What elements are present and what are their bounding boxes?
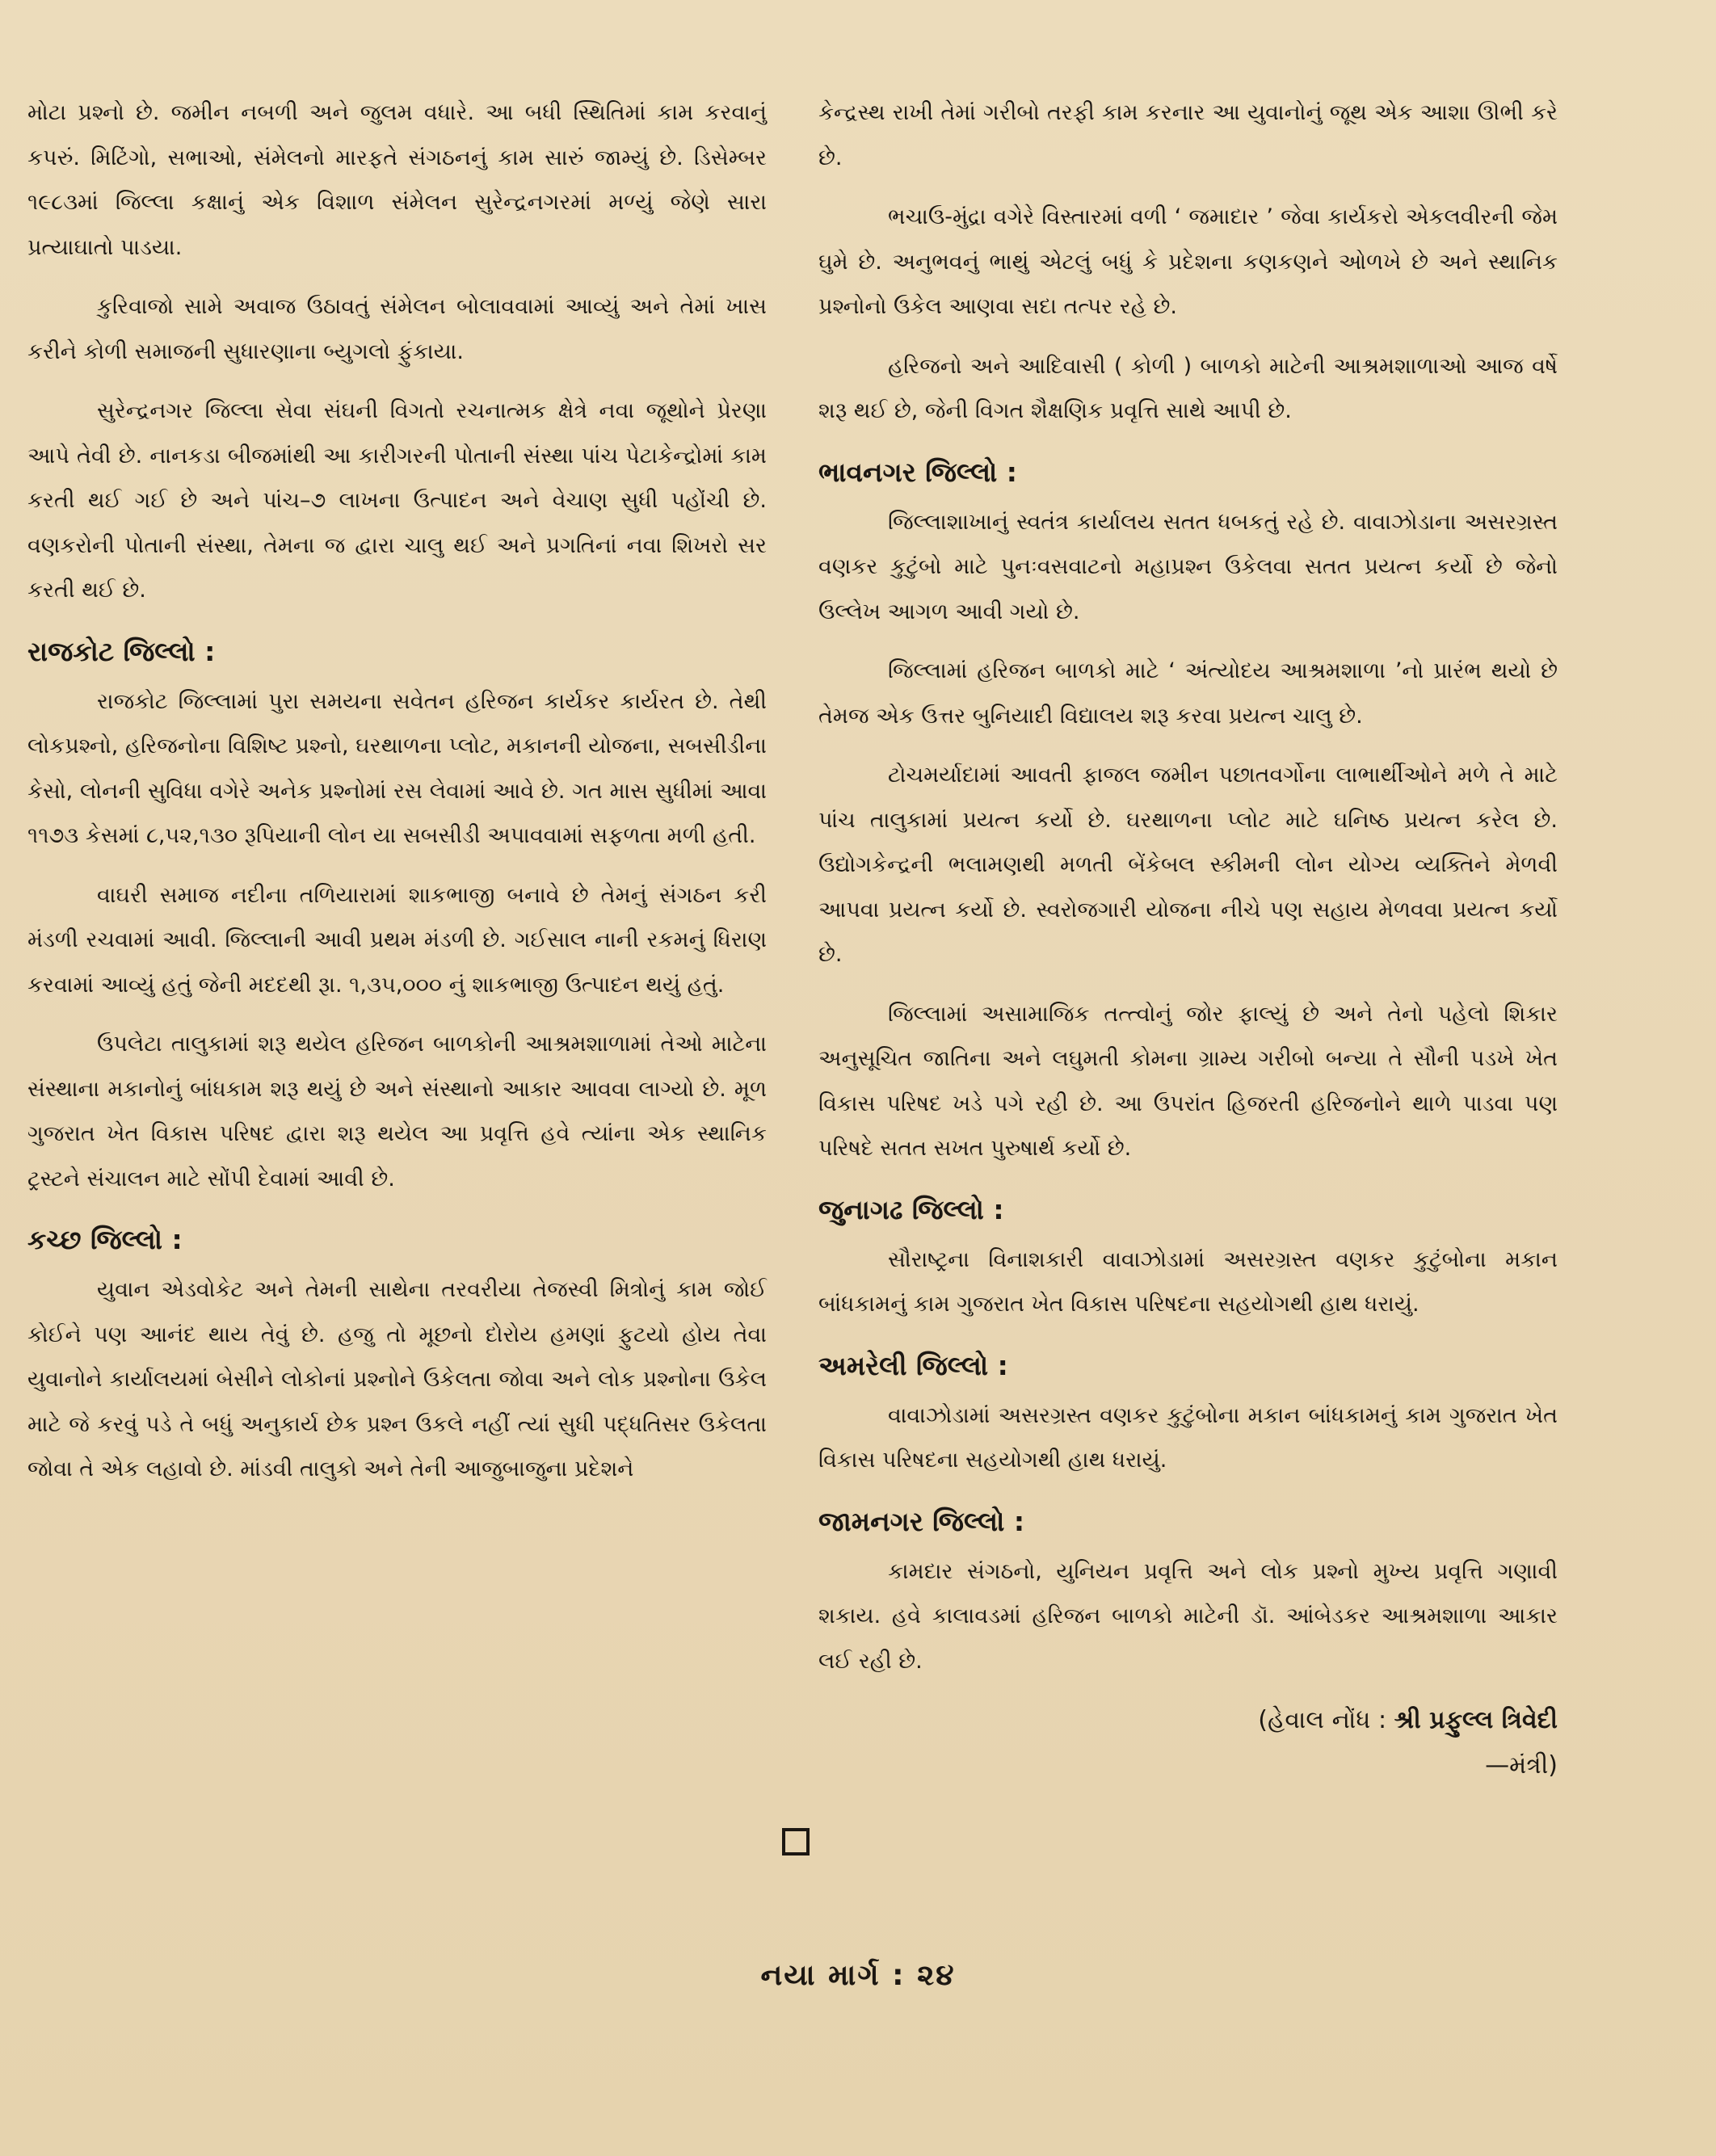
paragraph: ટોચમર્યાદામાં આવતી ફાજલ જમીન પછાતવર્ગોના લાભાર્થીઓને મળે તે માટે પાંચ તાલુકામાં પ્રયત્ન કર્યો છે. ઘરથાળના પ્લોટ માટે ઘનિષ્ઠ પ્રયત્ન કરેલ છે. ઉદ્યોગકેન્દ્રની ભલામણથી મળતી બેંકેબલ સ્કીમની લોન યોગ્ય વ્યક્તિને મેળવી આપવા પ્રયત્ન કર્યો છે. સ્વરોજગારી યોજના નીચે પણ સહાય મેળવવા પ્રયત્ન કર્યો છે. — [818, 763, 1558, 967]
page-footer: નયા માર્ગ : ૨૪ — [760, 1959, 956, 1992]
section-heading-kutch: કચ્છ જિલ્લો : — [27, 1224, 183, 1255]
paragraph: સૌરાષ્ટ્રના વિનાશકારી વાવાઝોડામાં અસરગ્રસ્ત વણકર કુટુંબોના મકાન બાંધકામનું કામ ગુજરાત ખેત વિકાસ પરિષદના સહયોગથી હાથ ધરાયું. — [818, 1246, 1558, 1317]
paragraph: ઉપલેટા તાલુકામાં શરૂ થયેલ હરિજન બાળકોની આશ્રમશાળામાં તેઓ માટેના સંસ્થાના મકાનોનું બાંધકામ શરૂ થયું છે અને સંસ્થાનો આકાર આવવા લાગ્યો છે. મૂળ ગુજરાત ખેત વિકાસ પરિષદ દ્વારા શરૂ થયેલ આ પ્રવૃત્તિ હવે ત્યાંના એક સ્થાનિક ટ્રસ્ટને સંચાલન માટે સોંપી દેવામાં આવી છે. — [27, 1032, 767, 1191]
paragraph: રાજકોટ જિલ્લામાં પુરા સમયના સવેતન હરિજન કાર્યકર કાર્યરત છે. તેથી લોકપ્રશ્નો, હરિજનોના વિશિષ્ટ પ્રશ્નો, ઘરથાળના પ્લોટ, મકાનની યોજના, સબસીડીના કેસો, લોનની સુવિધા વગેરે અનેક પ્રશ્નોમાં રસ લેવામાં આવે છે. ગત માસ સુધીમાં આવા ૧૧૭૩ કેસમાં ૮,૫૨,૧૩૦ રૂપિયાની લોન યા સબસીડી અપાવવામાં સફળતા મળી હતી. — [27, 688, 767, 848]
signature-block — [818, 1698, 1558, 1788]
paragraph: જિલ્લાશાખાનું સ્વતંત્ર કાર્યાલય સતત ધબકતું રહે છે. વાવાઝોડાના અસરગ્રસ્ત વણકર કુટુંબો માટે પુનઃવસવાટનો મહાપ્રશ્ન ઉકેલવા સતત પ્રયત્ન કર્યો છે જેનો ઉલ્લેખ આગળ આવી ગયો છે. — [818, 509, 1558, 624]
paragraph: વાવાઝોડામાં અસરગ્રસ્ત વણકર કુટુંબોના મકાન બાંધકામનું કામ ગુજરાત ખેત વિકાસ પરિષદના સહયોગથી હાથ ધરાયું. — [818, 1402, 1558, 1473]
paragraph: કેન્દ્રસ્થ રાખી તેમાં ગરીબો તરફી કામ કરનાર આ યુવાનોનું જૂથ એક આશા ઊભી કરે છે. — [818, 100, 1558, 170]
paragraph: કુરિવાજો સામે અવાજ ઉઠાવતું સંમેલન બોલાવવામાં આવ્યું અને તેમાં ખાસ કરીને કોળી સમાજની સુધારણાના બ્યુગલો ફુંકાયા. — [27, 294, 767, 364]
paragraph: સુરેન્દ્રનગર જિલ્લા સેવા સંઘની વિગતો રચનાત્મક ક્ષેત્રે નવા જૂથોને પ્રેરણા આપે તેવી છે. નાનકડા બીજમાંથી આ કારીગરની પોતાની સંસ્થા પાંચ પેટાકેન્દ્રોમાં કામ કરતી થઈ ગઈ છે અને પાંચ–૭ લાખના ઉત્પાદન અને વેચાણ સુધી પહોંચી છે. વણકરોની પોતાની સંસ્થા, તેમના જ દ્વારા ચાલુ થઈ અને પ્રગતિનાં નવા શિખરો સર કરતી થઈ છે. — [27, 398, 767, 603]
signature-name: શ્રી પ્રફુલ્લ ત્રિવેદી — [1394, 1706, 1558, 1734]
paragraph: હરિજનો અને આદિવાસી ( કોળી ) બાળકો માટેની આશ્રમશાળાઓ આજ વર્ષે શરૂ થઈ છે, જેની વિગત શૈક્ષણિક પ્રવૃત્તિ સાથે આપી છે. — [818, 353, 1558, 423]
left-column — [27, 90, 767, 1507]
paragraph: જિલ્લામાં હરિજન બાળકો માટે ‘ અંત્યોદય આશ્રમશાળા ’નો પ્રારંભ થયો છે તેમજ એક ઉત્તર બુનિયાદી વિદ્યાલય શરૂ કરવા પ્રયત્ન ચાલુ છે. — [818, 658, 1558, 729]
paragraph: વાઘરી સમાજ નદીના તળિયારામાં શાકભાજી બનાવે છે તેમનું સંગઠન કરી મંડળી રચવામાં આવી. જિલ્લાની આવી પ્રથમ મંડળી છે. ગઈસાલ નાની રકમનું ધિરાણ કરવામાં આવ્યું હતું જેની મદદથી રૂા. ૧,૩૫,૦૦૦ નું શાકભાજી ઉત્પાદન થયું હતું. — [27, 882, 767, 998]
signature-prefix: (હેવાલ નોંધ : — [1258, 1706, 1387, 1734]
paragraph: મોટા પ્રશ્નો છે. જમીન નબળી અને જુલમ વધારે. આ બધી સ્થિતિમાં કામ કરવાનું કપરું. મિટિંગો, સભાઓ, સંમેલનો મારફતે સંગઠનનું કામ સારું જામ્યું છે. ડિસેમ્બર ૧૯૮૩માં જિલ્લા કક્ષાનું એક વિશાળ સંમેલન સુરેન્દ્રનગરમાં મળ્યું જેણે સારા પ્રત્યાઘાતો પાડયા. — [27, 100, 767, 260]
end-mark-square-icon — [782, 1828, 810, 1856]
paragraph: યુવાન એડવોકેટ અને તેમની સાથેના તરવરીયા તેજસ્વી મિત્રોનું કામ જોઈ કોઈને પણ આનંદ થાય તેવું છે. હજુ તો મૂછનો દોરોય હમણાં ફુટયો હોય તેવા યુવાનોને કાર્યાલયમાં બેસીને લોકોનાં પ્રશ્નોને ઉકેલતા જોવા અને લોક પ્રશ્નોના ઉકેલ માટે જે કરવું પડે તે બધું અનુકાર્ય છેક પ્રશ્ન ઉકલે નહીં ત્યાં સુધી પદ્ધતિસર ઉકેલતા જોવા તે એક લહાવો છે. માંડવી તાલુકો અને તેની આજુબાજુના પ્રદેશને — [27, 1277, 767, 1481]
section-heading-junagadh: જુનાગઢ જિલ્લો : — [818, 1193, 1004, 1225]
paragraph: કામદાર સંગઠનો, યુનિયન પ્રવૃત્તિ અને લોક પ્રશ્નો મુખ્ય પ્રવૃત્તિ ગણાવી શકાય. હવે કાલાવડમાં હરિજન બાળકો માટેની ડૉ. આંબેડકર આશ્રમશાળા આકાર લઈ રહી છે. — [818, 1558, 1558, 1674]
paragraph: જિલ્લામાં અસામાજિક તત્ત્વોનું જોર ફાલ્યું છે અને તેનો પહેલો શિકાર અનુસૂચિત જાતિના અને લઘુમતી કોમના ગ્રામ્ય ગરીબો બન્યા તે સૌની પડખે ખેત વિકાસ પરિષદ ખડે પગે રહી છે. આ ઉપરાંત હિજરતી હરિજનોને થાળે પાડવા પણ પરિષદે સતત સખત પુરુષાર્થ કર્યો છે. — [818, 1001, 1558, 1161]
right-column — [818, 90, 1558, 1788]
signature-role: —મંત્રી) — [1485, 1751, 1558, 1780]
section-heading-amreli: અમરેલી જિલ્લો : — [818, 1349, 1008, 1381]
section-heading-bhavnagar: ભાવનગર જિલ્લો : — [818, 456, 1017, 488]
signature-line — [818, 1698, 1558, 1743]
section-heading-jamnagar: જામનગર જિલ્લો : — [818, 1505, 1025, 1537]
section-heading-rajkot: રાજકોટ જિલ્લો : — [27, 635, 216, 667]
paragraph: ભચાઉ-મુંદ્રા વગેરે વિસ્તારમાં વળી ‘ જમાદાર ’ જેવા કાર્યકરો એકલવીરની જેમ ઘુમે છે. અનુભવનું ભાથું એટલું બધું કે પ્રદેશના કણકણને ઓળખે છે અને સ્થાનિક પ્રશ્નોનો ઉકેલ આણવા સદા તત્પર રહે છે. — [818, 204, 1558, 319]
